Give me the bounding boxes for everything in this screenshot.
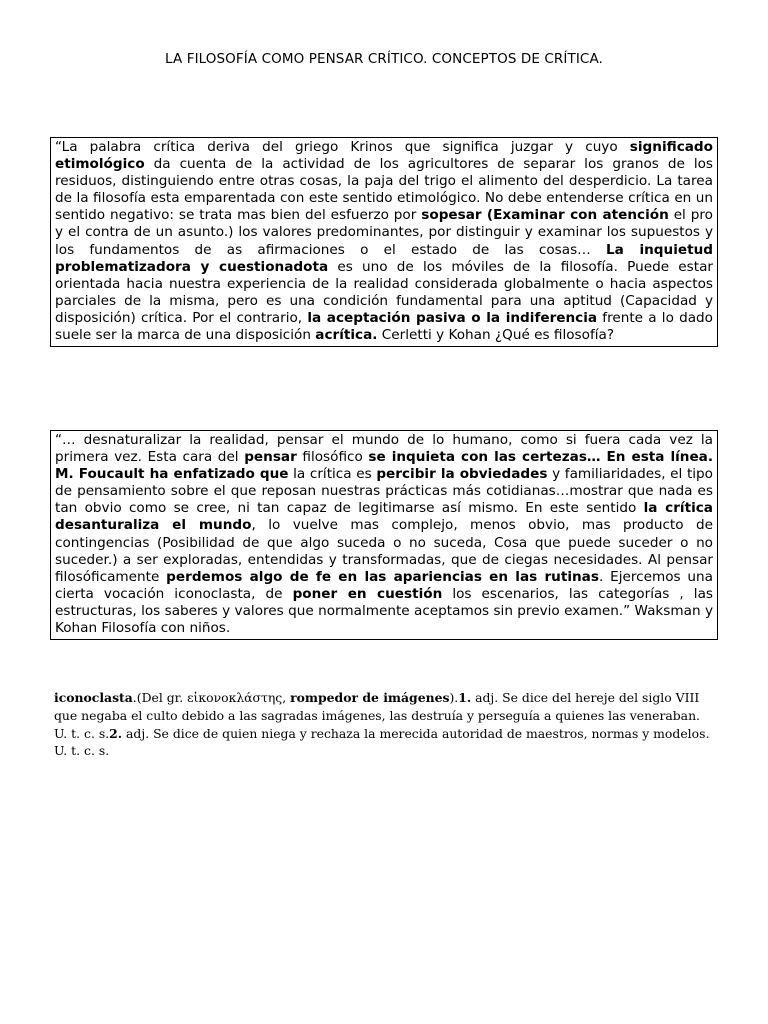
quote-emphasis: la crítica desanturaliza el mundo — [55, 500, 713, 534]
quote-emphasis: poner en cuestión — [292, 585, 443, 602]
quote-paragraph — [55, 432, 713, 637]
definition-sense-number: 1. — [458, 690, 472, 705]
quote-text: . Ejercemos una cierta vocación iconoclasta, de — [55, 568, 713, 602]
quote-text: “… desnaturalizar la realidad, pensar el mundo de lo humano, como si fuera cada vez la primera vez. Esta cara del — [55, 432, 713, 466]
quote-paragraph — [55, 139, 713, 344]
quote-emphasis: se inquieta con las certezas… En esta línea. M. Foucault ha enfatizado que — [55, 449, 714, 483]
quote-text: y familiaridades, el tipo de pensamiento sobre el que reposan nuestras prácticas más cotidianas…mostrar que nada es tan obvio como se cree, ni tan capaz de legitimarse así mismo. En este sentido — [55, 466, 713, 517]
quote-box-cerletti-kohan — [50, 137, 718, 347]
definition-text: ). — [449, 690, 459, 705]
quote-emphasis: percibir la obviedades — [376, 466, 548, 483]
quote-text: el pro y el contra de un asunto.) los valores predominantes, por distinguir y examinar los supuestos y los fundamentos de as afirmaciones o el estado de las cosas… — [55, 207, 713, 258]
quote-text: “La palabra crítica deriva del griego Krinos que significa juzgar y cuyo — [55, 139, 630, 155]
quote-text: frente a lo dado suele ser la marca de una disposición — [55, 309, 713, 344]
quote-emphasis: acrítica. — [315, 327, 378, 344]
dictionary-definition — [54, 689, 714, 760]
quote-text: filosófico — [296, 449, 369, 466]
definition-text: .(Del gr. εἰκονοκλάστης, — [132, 690, 291, 705]
quote-text: da cuenta de la actividad de los agricultores de separar los granos de los residuos, distinguiendo entre otras cosas, la paja del trigo el alimento del desperdicio. La tarea de la filosofía esta emparentada con este sentido etimológico. No debe entenderse crítica en un sentido negativo: se trata mas bien del esfuerzo por — [55, 156, 713, 224]
quote-citation: Cerletti y Kohan ¿Qué es filosofía? — [377, 327, 615, 344]
quote-emphasis: la aceptación pasiva o la indiferencia — [307, 309, 598, 326]
definition-text: adj. Se dice de quien niega y rechaza la merecida autoridad de maestros, normas y modelos. U. t. c. s. — [54, 725, 710, 759]
quote-citation: los escenarios, las categorías , las estructuras, los saberes y valores que normalmente aceptamos sin previo examen.” Waksman y Kohan Filosofía con niños. — [55, 585, 713, 637]
quote-box-waksman-kohan — [50, 430, 718, 640]
definition-etymology: rompedor de imágenes — [290, 690, 450, 705]
quote-emphasis: significado etimológico — [55, 139, 713, 173]
definition-term: iconoclasta — [54, 690, 133, 705]
definition-sense-number: 2. — [109, 725, 123, 741]
definition-text: adj. Se dice del hereje del siglo VIII que negaba el culto debido a las sagradas imágenes, las destruía y perseguía a quienes las veneraban. U. t. c. s. — [54, 690, 700, 741]
quote-emphasis: perdemos algo de fe en las apariencias en las rutinas — [166, 568, 599, 585]
quote-text: es uno de los móviles de la filosofía. Puede estar orientada hacia nuestra experiencia de la realidad considerada globalmente o hacia aspectos parciales de la misma, pero es una condición fundamental para una aptitud (Capacidad y disposición) crítica. Por el contrario, — [55, 258, 714, 326]
page-title: LA FILOSOFÍA COMO PENSAR CRÍTICO. CONCEPTOS DE CRÍTICA. — [165, 51, 603, 67]
quote-emphasis: La inquietud problematizadora y cuestionadota — [55, 241, 713, 275]
quote-emphasis: sopesar (Examinar con atención — [421, 207, 669, 224]
quote-text: , lo vuelve mas complejo, menos obvio, mas producto de contingencias (Posibilidad de que algo suceda o no suceda, Cosa que puede suceder o no suceder.) a ser exploradas, entendidas y transformadas, que de ciegas necesidades. Al pensar filosóficamente — [55, 517, 713, 585]
quote-emphasis: pensar — [244, 449, 297, 466]
quote-text: la crítica es — [288, 466, 377, 483]
